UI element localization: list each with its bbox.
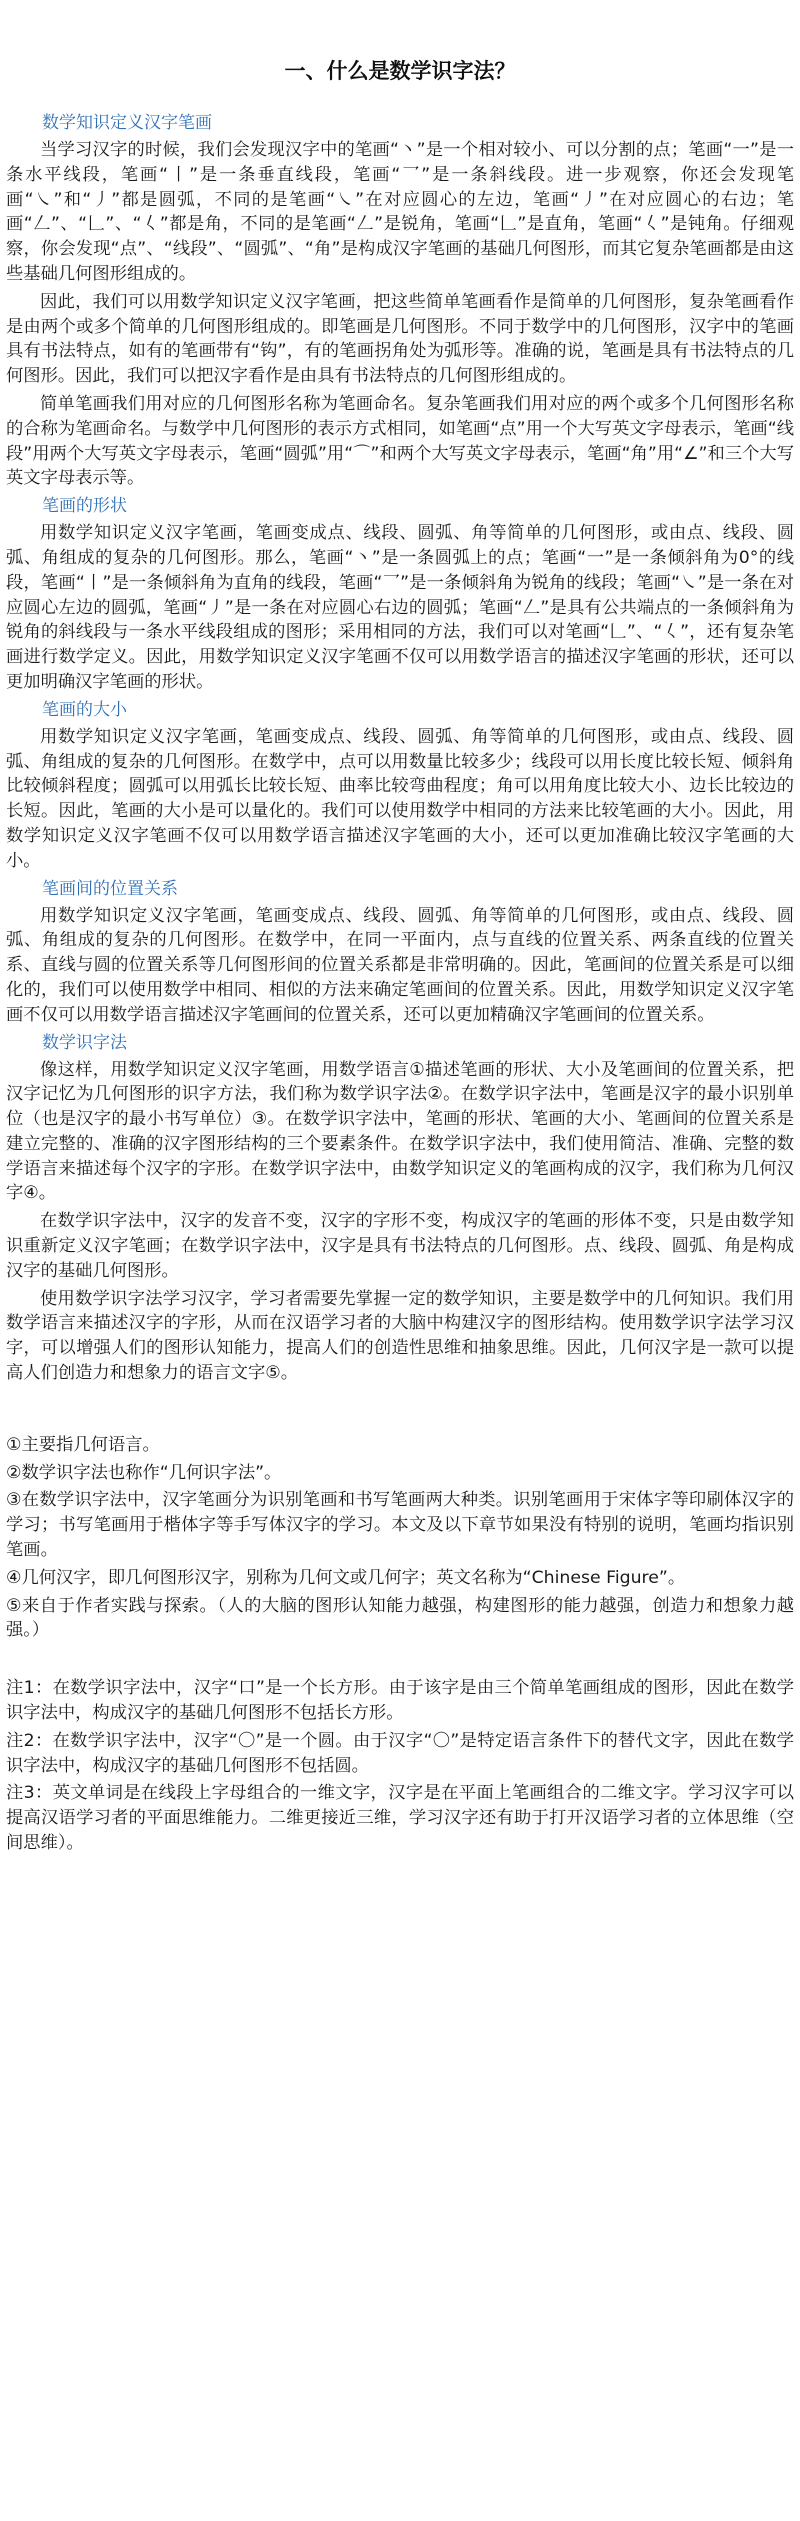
section-heading: 笔画的形状 <box>42 496 127 517</box>
footnote: ①主要指几何语言。 <box>6 1434 160 1455</box>
section-heading: 笔画间的位置关系 <box>42 878 178 899</box>
note: 注1：在数学识字法中，汉字“口”是一个长方形。由于该字是由三个简单笔画组成的图形，因此在数学识字法中，构成汉字的基础几何图形不包括长方形。 <box>6 1678 794 1724</box>
spacer <box>6 1389 794 1433</box>
footnote: ④几何汉字，即几何图形汉字，别称为几何文或几何字；英文名称为“Chinese Figure”。 <box>6 1567 686 1588</box>
footnote: ③在数学识字法中，汉字笔画分为识别笔画和书写笔画两大种类。识别笔画用于宋体字等印刷体汉字的学习；书写笔画用于楷体字等手写体汉字的学习。本文及以下章节如果没有特别的说明，笔画均指识别笔画。 <box>6 1490 794 1561</box>
section-stroke-size <box>6 699 794 874</box>
paragraph: 在数学识字法中，汉字的发音不变，汉字的字形不变，构成汉字的笔画的形体不变，只是由数学知识重新定义汉字笔画；在数学识字法中，汉字是具有书法特点的几何图形。点、线段、圆弧、角是构成汉字的基础几何图形。 <box>6 1211 794 1281</box>
section-heading: 数学知识定义汉字笔画 <box>42 113 212 133</box>
page-title: 一、什么是数学识字法？ <box>284 58 516 83</box>
paragraph: 用数学知识定义汉字笔画，笔画变成点、线段、圆弧、角等简单的几何图形，或由点、线段、圆弧、角组成的复杂的几何图形。在数学中，点可以用数量比较多少；线段可以用长度比较长短、倾斜角比较倾斜程度；圆弧可以用弧长比较长短、曲率比较弯曲程度；角可以用角度比较大小、边长比较边的长短。因此，笔画的大小是可以量化的。我们可以使用数学中相同的方法来比较笔画的大小。因此，用数学知识定义汉字笔画不仅可以用数学语言描述汉字笔画的大小，还可以更加准确比较汉字笔画的大小。 <box>6 726 794 871</box>
paragraph: 因此，我们可以用数学知识定义汉字笔画，把这些简单笔画看作是简单的几何图形，复杂笔画看作是由两个或多个简单的几何图形组成的。即笔画是几何图形。不同于数学中的几何图形，汉字中的笔画具有书法特点，如有的笔画带有“钩”，有的笔画拐角处为弧形等。准确的说，笔画是具有书法特点的几何图形。因此，我们可以把汉字看作是由具有书法特点的几何图形组成的。 <box>6 291 794 387</box>
footnote: ②数学识字法也称作“几何识字法”。 <box>6 1462 282 1483</box>
paragraph: 使用数学识字法学习汉字，学习者需要先掌握一定的数学知识，主要是数学中的几何知识。我们用数学语言来描述汉字的字形，从而在汉语学习者的大脑中构建汉字的图形结构。使用数学识字法学习汉字，可以增强人们的图形认知能力，提高人们的创造性思维和抽象思维。因此，几何汉字是一款可以提高人们创造力和想象力的语言文字⑤。 <box>6 1288 794 1384</box>
section-math-literacy <box>6 1032 794 1386</box>
paragraph: 当学习汉字的时候，我们会发现汉字中的笔画“丶”是一个相对较小、可以分割的点；笔画“一”是一条水平线段，笔画“丨”是一条垂直线段，笔画“乛”是一条斜线段。进一步观察，你还会发现笔画“㇏”和“丿”都是圆弧，不同的是笔画“㇏”在对应圆心的左边，笔画“丿”在对应圆心的右边；笔画“𠃋”、“𠃊”、“𡿨”都是角，不同的是笔画“𠃋”是锐角，笔画“𠃊”是直角，笔画“𡿨”是钝角。仔细观察，你会发现“点”、“线段”、“圆弧”、“角”是构成汉字笔画的基础几何图形，而其它复杂笔画都是由这些基础几何图形组成的。 <box>6 140 794 284</box>
section-stroke-shape <box>6 495 794 695</box>
paragraph: 用数学知识定义汉字笔画，笔画变成点、线段、圆弧、角等简单的几何图形，或由点、线段、圆弧、角组成的复杂的几何图形。在数学中，在同一平面内，点与直线的位置关系、两条直线的位置关系、直线与圆的位置关系等几何图形间的位置关系都是非常明确的。因此，笔画间的位置关系是可以细化的，我们可以使用数学中相同、相似的方法来确定笔画间的位置关系。因此，用数学知识定义汉字笔画不仅可以用数学语言描述汉字笔画间的位置关系，还可以更加精确汉字笔画间的位置关系。 <box>6 905 794 1025</box>
footnotes <box>6 1433 794 1643</box>
section-heading: 笔画的大小 <box>42 699 127 720</box>
section-stroke-position <box>6 878 794 1028</box>
section-define-strokes <box>6 112 794 491</box>
paragraph: 简单笔画我们用对应的几何图形名称为笔画命名。复杂笔画我们用对应的两个或多个几何图形名称的合称为笔画命名。与数学中几何图形的表示方式相同，如笔画“点”用一个大写英文字母表示，笔画“线段”用两个大写英文字母表示，笔画“圆弧”用“⌒”和两个大写英文字母表示，笔画“角”用“∠”和三个大写英文字母表示等。 <box>6 393 794 489</box>
section-heading: 数学识字法 <box>42 1032 127 1053</box>
footnote: ⑤来自于作者实践与探索。（人的大脑的图形认知能力越强，构建图形的能力越强，创造力和想象力越强。） <box>6 1595 794 1641</box>
note: 注3：英文单词是在线段上字母组合的一维文字，汉字是在平面上笔画组合的二维文字。学习汉字可以提高汉语学习者的平面思维能力。二维更接近三维，学习汉字还有助于打开汉语学习者的立体思维（空间思维）。 <box>6 1783 794 1854</box>
paragraph: 像这样，用数学知识定义汉字笔画，用数学语言①描述笔画的形状、大小及笔画间的位置关系，把汉字记忆为几何图形的识字方法，我们称为数学识字法②。在数学识字法中，笔画是汉字的最小识别单位（也是汉字的最小书写单位）③。在数学识字法中，笔画的形状、笔画的大小、笔画间的位置关系是建立完整的、准确的汉字图形结构的三个要素条件。在数学识字法中，我们使用简洁、准确、完整的数学语言来描述每个汉字的字形。在数学识字法中，由数学知识定义的笔画构成的汉字，我们称为几何汉字④。 <box>6 1059 794 1204</box>
spacer <box>6 1646 794 1676</box>
paragraph: 用数学知识定义汉字笔画，笔画变成点、线段、圆弧、角等简单的几何图形，或由点、线段、圆弧、角组成的复杂的几何图形。那么，笔画“丶”是一条圆弧上的点；笔画“一”是一条倾斜角为0°的线段，笔画“丨”是一条倾斜角为直角的线段，笔画“乛”是一条倾斜角为锐角的线段；笔画“㇏”是一条在对应圆心左边的圆弧，笔画“丿”是一条在对应圆心右边的圆弧；笔画“𠃋”是具有公共端点的一条倾斜角为锐角的斜线段与一条水平线段组成的图形；采用相同的方法，我们可以对笔画“𠃊”、“𡿨”，还有复杂笔画进行数学定义。因此，用数学知识定义汉字笔画不仅可以用数学语言的描述汉字笔画的形状，还可以更加明确汉字笔画的形状。 <box>6 523 794 692</box>
notes <box>6 1676 794 1856</box>
note: 注2：在数学识字法中，汉字“〇”是一个圆。由于汉字“〇”是特定语言条件下的替代文字，因此在数学识字法中，构成汉字的基础几何图形不包括圆。 <box>6 1730 794 1776</box>
